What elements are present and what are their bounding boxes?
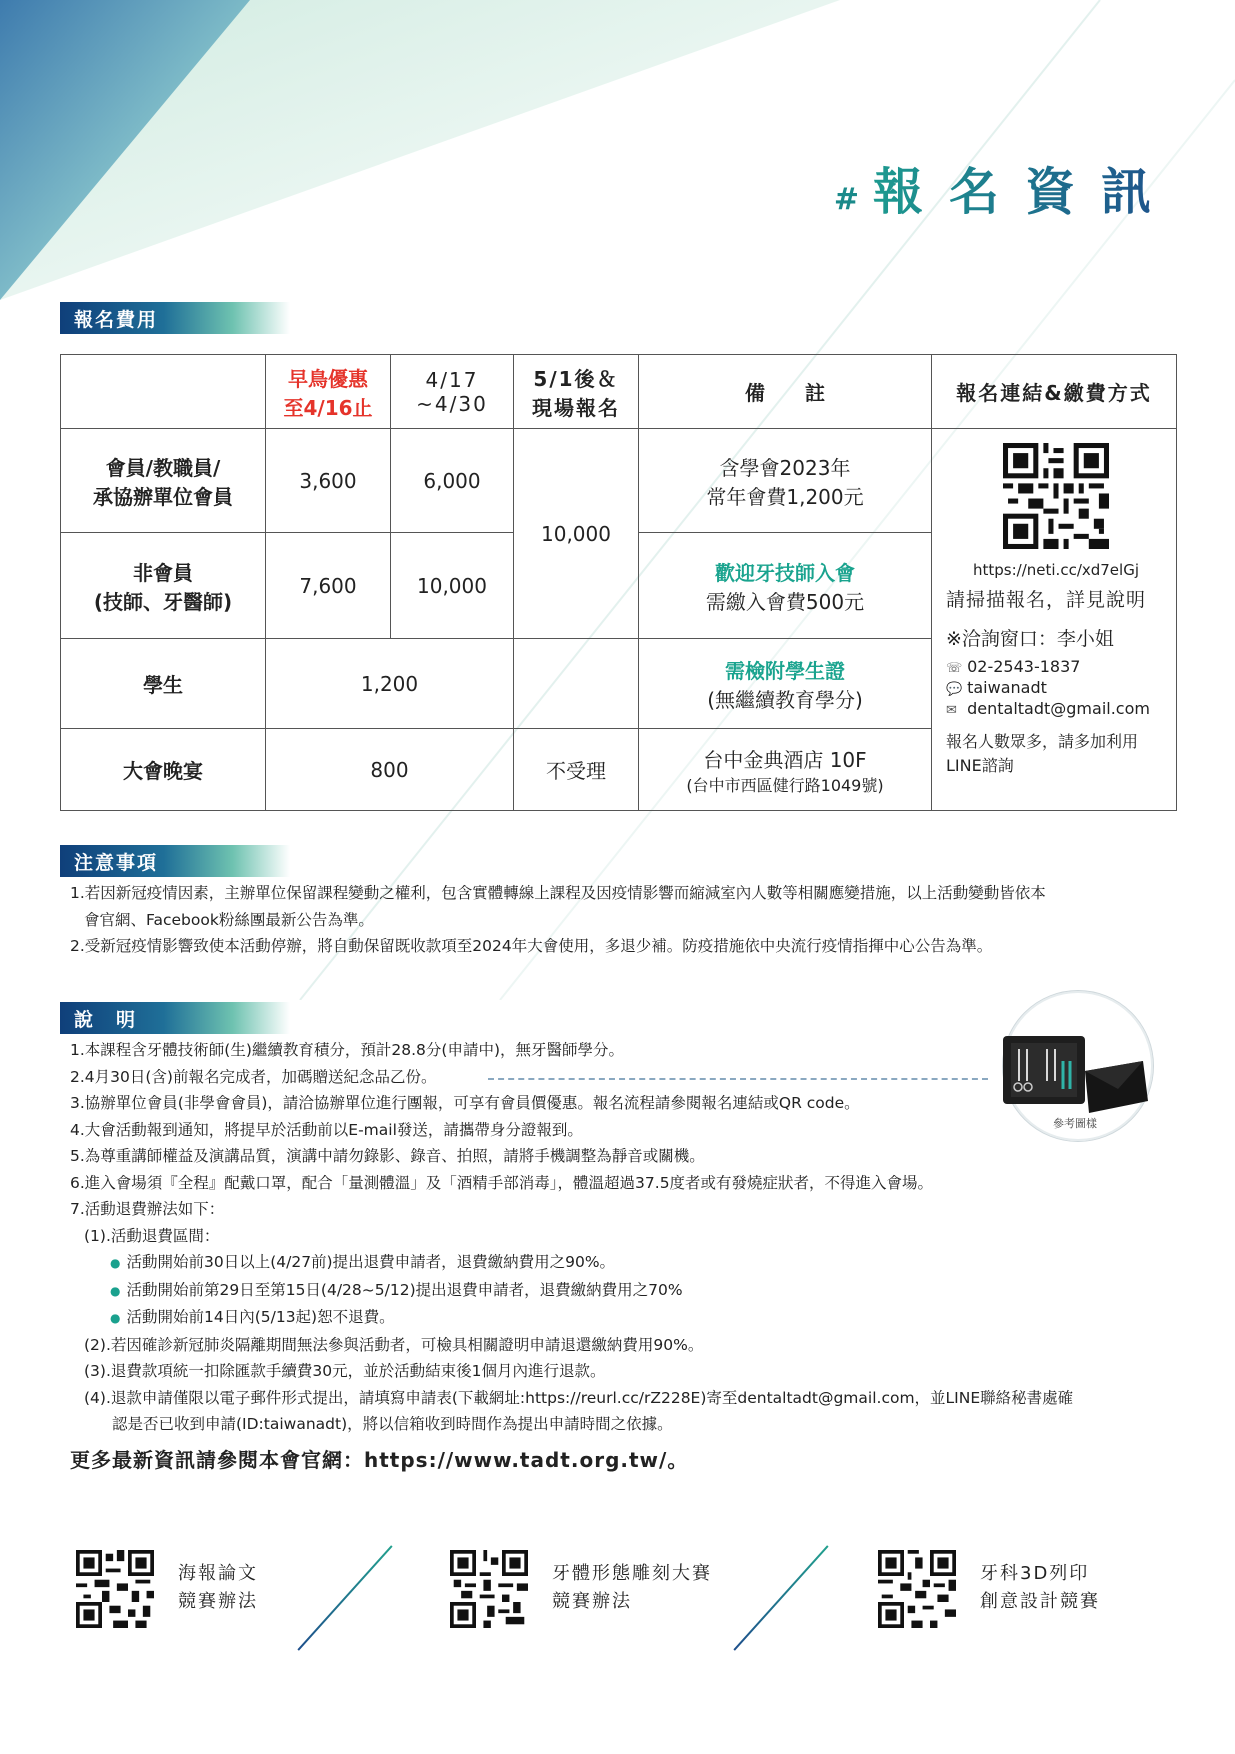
dashed-connector [488, 1078, 988, 1080]
header-registration: 報名連結&繳費方式 [932, 355, 1177, 429]
bullet-icon: ● [110, 1311, 121, 1325]
footer-qr-carving[interactable] [450, 1550, 528, 1628]
footer-divider [733, 1545, 828, 1650]
list-item: 6.進入會場須『全程』配戴口罩，配合「量測體溫」及「酒精手部消毒」，體溫超過37.5度者或有發燒症狀者，不得進入會場。 [70, 1173, 934, 1192]
footer-qr-poster[interactable] [76, 1550, 154, 1628]
scan-instruction: 請掃描報名，詳見說明 [946, 589, 1147, 611]
header-remark: 備 註 [639, 355, 932, 429]
more-info[interactable]: 更多最新資訊請參閱本會官網：https://www.tadt.org.tw/。 [70, 1448, 689, 1472]
fee-table [60, 354, 1177, 811]
contact-phone: ☏ 02-2543-1837 [946, 657, 1081, 676]
footer-divider [297, 1545, 392, 1650]
list-item: (4).退款申請僅限以電子郵件形式提出，請填寫申請表(下載網址:https://reurl.cc/rZ228E)寄至dentaltadt@gmail.com，並LINE聯絡秘書處確 [84, 1388, 1074, 1407]
list-item: (1).活動退費區間： [84, 1226, 220, 1245]
row-label-student: 學生 [61, 639, 266, 729]
chat-bubble-icon: 💬 [946, 682, 963, 697]
row-label-member: 會員/教職員/ 承協辦單位會員 [61, 429, 266, 533]
bullet-icon: ● [110, 1256, 121, 1270]
list-item: ● 活動開始前第29日至第15日(4/28~5/12)提出退費申請者，退費繳納費用之70% [110, 1280, 683, 1299]
list-item: 1.本課程含牙體技術師(生)繼續教育積分，預計28.8分(申請中)，無牙醫師學分。 [70, 1041, 624, 1059]
row-label-nonmember: 非會員 (技師、牙醫師) [61, 533, 266, 639]
fee-section-label: 報名費用 [60, 302, 290, 334]
list-item: (3).退費款項統一扣除匯款手續費30元，並於活動結束後1個月內進行退款。 [84, 1362, 606, 1380]
gift-image [1002, 990, 1154, 1142]
fee-banquet: 800 [266, 729, 514, 811]
row-label-banquet: 大會晚宴 [61, 729, 266, 811]
footer-qr-3d-print[interactable] [878, 1550, 956, 1628]
notice-section-label: 注意事項 [60, 845, 290, 877]
header-blank [61, 355, 266, 429]
phone-icon: ☏ [946, 661, 963, 676]
fee-late-shared: 10,000 [514, 429, 639, 639]
footer-3d-print-label: 牙科3D列印 創意設計競賽 [980, 1563, 1100, 1612]
header-early: 早鳥優惠 至4/16止 [266, 355, 391, 429]
remark-student: 需檢附學生證 (無繼續教育學分) [639, 639, 932, 729]
remark-nonmember: 歡迎牙技師入會 需繳入會費500元 [639, 533, 932, 639]
list-item: 5.為尊重講師權益及演講品質，演講中請勿錄影、錄音、拍照，請將手機調整為靜音或關機。 [70, 1147, 705, 1165]
fee-nonmember-early: 7,600 [266, 533, 391, 639]
registration-cell [932, 429, 1177, 811]
registration-url[interactable]: https://neti.cc/xd7elGj [973, 561, 1139, 579]
list-item: ● 活動開始前14日內(5/13起)恕不退費。 [110, 1308, 395, 1326]
table-row [61, 429, 1177, 533]
contact-line: 💬 taiwanadt [946, 678, 1047, 697]
remark-member: 含學會2023年 常年會費1,200元 [639, 429, 932, 533]
gift-caption: 參考圖樣 [1053, 1117, 1097, 1130]
footer-poster-label: 海報論文 競賽辦法 [178, 1563, 258, 1612]
list-item: 會官網、Facebook粉絲團最新公告為準。 [84, 910, 374, 929]
page-title [834, 152, 1177, 224]
fee-banquet-late: 不受理 [514, 729, 639, 811]
header-late: 5/1後＆ 現場報名 [514, 355, 639, 429]
registration-qr-code[interactable] [1003, 443, 1109, 549]
footer-carving-label: 牙體形態雕刻大賽 競賽辦法 [552, 1563, 712, 1612]
title-text: 報名資訊 [873, 152, 1177, 224]
explain-section-label: 說 明 [60, 1002, 290, 1034]
contact-email: ✉ dentaltadt@gmail.com [946, 699, 1150, 718]
table-header-row [61, 355, 1177, 429]
remark-banquet: 台中金典酒店 10F (台中市西區健行路1049號) [639, 729, 932, 811]
fee-student-late-empty [514, 639, 639, 729]
contact-title: ※洽詢窗口：李小姐 [946, 628, 1114, 650]
list-item: 2.4月30日(含)前報名完成者，加碼贈送紀念品乙份。 [70, 1067, 437, 1086]
notice-list [70, 880, 1046, 960]
fee-member-early: 3,600 [266, 429, 391, 533]
fee-member-mid: 6,000 [391, 429, 514, 533]
list-item: 1.若因新冠疫情因素，主辦單位保留課程變動之權利，包含實體轉線上課程及因疫情影響而縮減室內人數等相關應變措施，以上活動變動皆依本 [70, 884, 1046, 902]
fee-nonmember-mid: 10,000 [391, 533, 514, 639]
list-item: 4.大會活動報到通知，將提早於活動前以E-mail發送，請攜帶身分證報到。 [70, 1120, 583, 1139]
list-item: 認是否已收到申請(ID:taiwanadt)，將以信箱收到時間作為提出申請時間之依據。 [112, 1415, 673, 1433]
explain-list [70, 1037, 1073, 1438]
list-item: ● 活動開始前30日以上(4/27前)提出退費申請者，退費繳納費用之90%。 [110, 1253, 616, 1271]
fee-student: 1,200 [266, 639, 514, 729]
list-item: 3.協辦單位會員(非學會會員)，請洽協辦單位進行團報，可享有會員價優惠。報名流程請參閱報名連結或QR code。 [70, 1094, 860, 1112]
header-mid: 4/17 ~4/30 [391, 355, 514, 429]
list-item: 7.活動退費辦法如下： [70, 1200, 225, 1218]
registration-note: 報名人數眾多，請多加利用 LINE諮詢 [946, 732, 1139, 775]
bullet-icon: ● [110, 1283, 121, 1298]
list-item: (2).若因確診新冠肺炎隔離期間無法參與活動者，可檢具相關證明申請退還繳納費用90%。 [84, 1335, 704, 1354]
list-item: 2.受新冠疫情影響致使本活動停辦，將自動保留既收款項至2024年大會使用，多退少補。防疫措施依中央流行疫情指揮中心公告為準。 [70, 937, 993, 955]
mail-icon: ✉ [946, 703, 957, 718]
title-hash: # [833, 182, 859, 217]
